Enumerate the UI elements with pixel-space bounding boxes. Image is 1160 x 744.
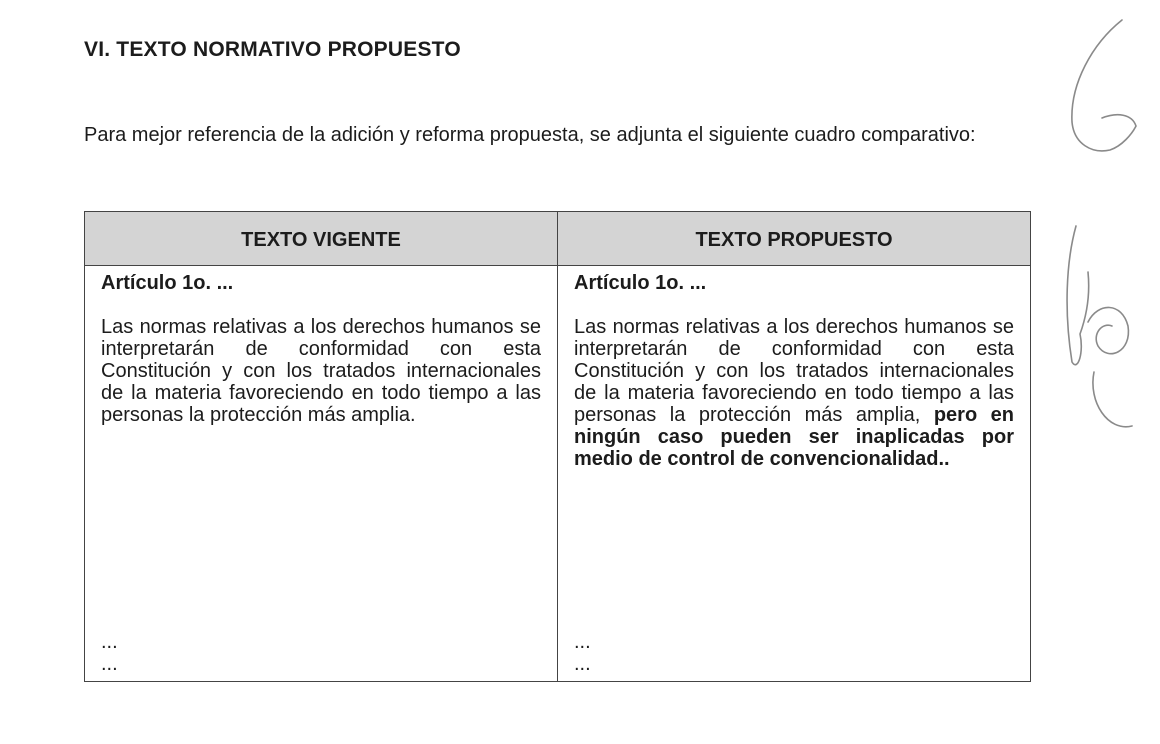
proposed-paragraph-regular: Las normas relativas a los derechos humanos se interpretarán de conformidad con esta Constitución y con los tratados internacionales de la materia favoreciendo en todo tiempo a las personas la protección más amplia, [574,316,1014,426]
current-article-paragraph: Las normas relativas a los derechos humanos se interpretarán de conformidad con esta Constitución y con los tratados internacionales de la materia favoreciendo en todo tiempo a las personas la protección más amplia. [101,316,541,426]
current-article-label: Artículo 1o. ... [101,272,234,294]
header-texto-vigente: TEXTO VIGENTE [85,212,558,266]
current-text-cell [85,266,558,682]
proposed-article-paragraph [574,316,1014,470]
proposed-paragraph-bold-addition: pero en ningún caso pueden ser inaplicadas por medio de control de convencionalidad.. [574,404,1015,470]
table-row [85,266,1031,682]
table-header-row [85,212,1031,266]
ellipsis-line: ... [574,631,591,653]
current-ellipsis-block [101,631,118,675]
proposed-text-cell [558,266,1031,682]
signature-mark-top [1062,14,1142,164]
proposed-article-label: Artículo 1o. ... [574,272,707,294]
intro-paragraph: Para mejor referencia de la adición y reforma propuesta, se adjunta el siguiente cuadro comparativo: [84,124,976,146]
proposed-ellipsis-block [574,631,591,675]
signature-mark-bottom [1058,222,1142,452]
section-heading: VI. TEXTO NORMATIVO PROPUESTO [84,38,461,61]
header-texto-propuesto: TEXTO PROPUESTO [558,212,1031,266]
comparison-table [84,211,1031,682]
ellipsis-line: ... [574,653,591,675]
ellipsis-line: ... [101,653,118,675]
ellipsis-line: ... [101,631,118,653]
